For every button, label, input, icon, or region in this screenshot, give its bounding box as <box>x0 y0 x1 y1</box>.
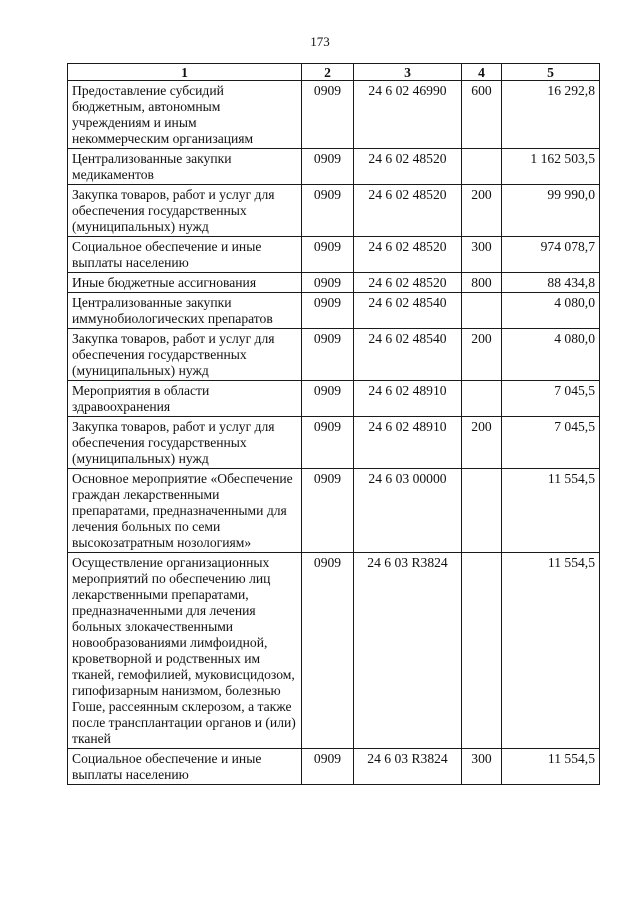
row-name: Централизованные закупки иммунобиологических препаратов <box>68 293 302 329</box>
row-name: Закупка товаров, работ и услуг для обеспечения государственных (муниципальных) нужд <box>68 417 302 469</box>
table-row <box>68 273 600 293</box>
budget-table <box>67 63 600 785</box>
table-row <box>68 469 600 553</box>
table-row <box>68 381 600 417</box>
row-expense-type <box>462 553 502 749</box>
row-amount: 4 080,0 <box>502 329 600 381</box>
row-expense-type: 200 <box>462 417 502 469</box>
row-section: 0909 <box>302 329 354 381</box>
row-article: 24 6 02 48540 <box>354 329 462 381</box>
row-expense-type: 200 <box>462 329 502 381</box>
column-header-article: 3 <box>354 64 462 81</box>
table-row <box>68 553 600 749</box>
row-expense-type <box>462 293 502 329</box>
row-article: 24 6 03 R3824 <box>354 553 462 749</box>
column-header-name: 1 <box>68 64 302 81</box>
row-article: 24 6 03 R3824 <box>354 749 462 785</box>
column-header-expense-type: 4 <box>462 64 502 81</box>
row-name: Социальное обеспечение и иные выплаты населению <box>68 749 302 785</box>
row-name: Предоставление субсидий бюджетным, автономным учреждениям и иным некоммерческим организациям <box>68 81 302 149</box>
row-expense-type <box>462 149 502 185</box>
row-amount: 1 162 503,5 <box>502 149 600 185</box>
header-row <box>68 64 600 81</box>
row-article: 24 6 03 00000 <box>354 469 462 553</box>
row-section: 0909 <box>302 149 354 185</box>
row-name: Закупка товаров, работ и услуг для обеспечения государственных (муниципальных) нужд <box>68 185 302 237</box>
row-amount: 11 554,5 <box>502 553 600 749</box>
row-section: 0909 <box>302 293 354 329</box>
table-row <box>68 149 600 185</box>
row-section: 0909 <box>302 381 354 417</box>
row-amount: 11 554,5 <box>502 469 600 553</box>
row-article: 24 6 02 48910 <box>354 381 462 417</box>
row-amount: 88 434,8 <box>502 273 600 293</box>
table-row <box>68 293 600 329</box>
row-section: 0909 <box>302 273 354 293</box>
row-name: Осуществление организационных мероприятий по обеспечению лиц лекарственными препаратами, предназначенными для лечения больных злокачественными новообразованиями лимфоидной, кроветворной и родственных им тканей, гемофилией, муковисцидозом, гипофизарным нанизмом, болезнью Гоше, рассеянным склерозом, а также после трансплантации органов и (или) тканей <box>68 553 302 749</box>
row-name: Централизованные закупки медикаментов <box>68 149 302 185</box>
row-expense-type <box>462 469 502 553</box>
page-number: 173 <box>310 34 330 49</box>
row-expense-type: 600 <box>462 81 502 149</box>
row-amount: 4 080,0 <box>502 293 600 329</box>
row-article: 24 6 02 48540 <box>354 293 462 329</box>
column-header-section: 2 <box>302 64 354 81</box>
row-amount: 99 990,0 <box>502 185 600 237</box>
row-article: 24 6 02 48520 <box>354 185 462 237</box>
row-name: Социальное обеспечение и иные выплаты населению <box>68 237 302 273</box>
row-section: 0909 <box>302 185 354 237</box>
table-row <box>68 237 600 273</box>
row-name: Основное мероприятие «Обеспечение граждан лекарственными препаратами, предназначенными для лечения больных по семи высокозатратным нозологиям» <box>68 469 302 553</box>
table-header <box>68 64 600 81</box>
row-section: 0909 <box>302 81 354 149</box>
column-header-amount: 5 <box>502 64 600 81</box>
row-section: 0909 <box>302 469 354 553</box>
table-row <box>68 185 600 237</box>
row-amount: 7 045,5 <box>502 381 600 417</box>
table-row <box>68 749 600 785</box>
row-amount: 16 292,8 <box>502 81 600 149</box>
row-expense-type: 300 <box>462 237 502 273</box>
row-name: Мероприятия в области здравоохранения <box>68 381 302 417</box>
table-row <box>68 329 600 381</box>
row-section: 0909 <box>302 749 354 785</box>
row-amount: 11 554,5 <box>502 749 600 785</box>
table-row <box>68 417 600 469</box>
row-expense-type <box>462 381 502 417</box>
row-amount: 7 045,5 <box>502 417 600 469</box>
row-name: Закупка товаров, работ и услуг для обеспечения государственных (муниципальных) нужд <box>68 329 302 381</box>
row-amount: 974 078,7 <box>502 237 600 273</box>
row-expense-type: 300 <box>462 749 502 785</box>
row-expense-type: 200 <box>462 185 502 237</box>
row-name: Иные бюджетные ассигнования <box>68 273 302 293</box>
row-expense-type: 800 <box>462 273 502 293</box>
row-section: 0909 <box>302 237 354 273</box>
row-article: 24 6 02 48520 <box>354 273 462 293</box>
row-section: 0909 <box>302 553 354 749</box>
row-article: 24 6 02 48520 <box>354 237 462 273</box>
row-section: 0909 <box>302 417 354 469</box>
row-article: 24 6 02 48910 <box>354 417 462 469</box>
table-body <box>68 81 600 785</box>
row-article: 24 6 02 46990 <box>354 81 462 149</box>
table-row <box>68 81 600 149</box>
row-article: 24 6 02 48520 <box>354 149 462 185</box>
